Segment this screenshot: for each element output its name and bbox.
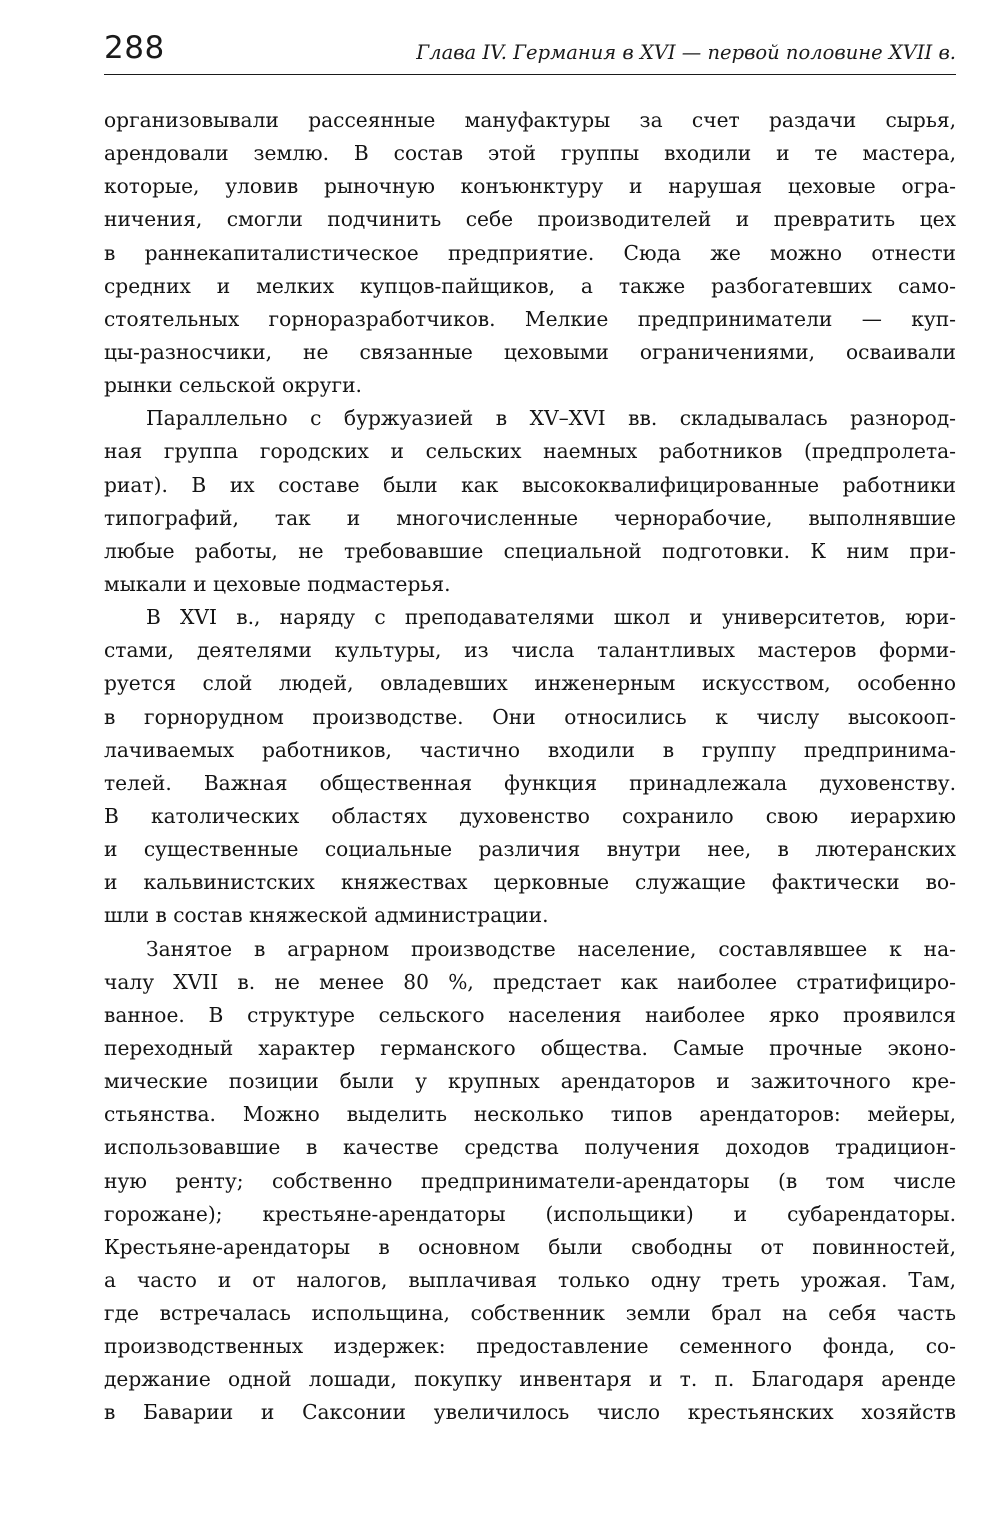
text-line: Занятое в аграрном производстве население, составлявшее к на- [146, 936, 956, 961]
text-line: организовывали рассеянные мануфактуры за счет раздачи сырья, [104, 108, 956, 132]
text-line: цы-разносчики, не связанные цеховыми ограничениями, осваивали [104, 339, 956, 364]
text-line: рынки сельской округи. [104, 373, 362, 398]
text-line: в раннекапиталистическое предприятие. Сюда же можно отнести [104, 240, 956, 265]
text-line: средних и мелких купцов-пайщиков, а также разбогатевших само- [104, 273, 956, 298]
text-line: переходный характер германского общества. Самые прочные эконо- [104, 1035, 956, 1060]
text-line: В католических областях духовенство сохранило свою иерархию [104, 803, 956, 828]
text-line: в горнорудном производстве. Они относились к числу высокооп- [104, 704, 956, 729]
text-line: любые работы, не требовавшие специальной подготовки. К ним при- [104, 538, 956, 563]
text-line: стами, деятелями культуры, из числа талантливых мастеров форми- [104, 638, 956, 663]
page-number: 288 [104, 30, 165, 66]
text-line: производственных издержек: предоставление семенного фонда, со- [104, 1334, 956, 1359]
text-line: арендовали землю. В состав этой группы входили и те мастера, [104, 141, 956, 166]
text-line: Параллельно с буржуазией в XV–XVI вв. складывалась разнород- [146, 406, 956, 431]
text-line: лачиваемых работников, частично входили в группу предпринима- [104, 737, 956, 762]
text-line: В XVI в., наряду с преподавателями школ и университетов, юри- [146, 605, 956, 630]
text-line: Крестьяне-арендаторы в основном были свободны от повинностей, [104, 1234, 956, 1259]
page-header [104, 28, 956, 75]
paragraph [104, 402, 956, 601]
text-line: и кальвинистских княжествах церковные служащие фактически во- [104, 870, 956, 895]
text-line: использовавшие в качестве средства получения доходов традицион- [104, 1135, 956, 1160]
running-head: Глава IV. Германия в XVI — первой половине XVII в. [416, 41, 956, 64]
text-line: ничения, смогли подчинить себе производителей и превратить цех [104, 207, 956, 232]
text-line: телей. Важная общественная функция принадлежала духовенству. [104, 770, 956, 795]
paragraph [104, 104, 956, 402]
text-line: которые, уловив рыночную конъюнктуру и нарушая цеховые огра- [104, 174, 956, 199]
paragraph [104, 933, 956, 1430]
text-line: риат). В их составе были как высококвалифицированные работники [104, 472, 956, 497]
text-line: типографий, так и многочисленные чернорабочие, выполнявшие [104, 505, 956, 530]
text-line: руется слой людей, овладевших инженерным искусством, особенно [104, 671, 956, 696]
text-line: мыкали и цеховые подмастерья. [104, 571, 451, 596]
text-line: чалу XVII в. не менее 80 %, предстает как наиболее стратифициро- [104, 969, 956, 994]
text-line: где встречалась испольщина, собственник земли брал на себя часть [104, 1301, 956, 1326]
text-line: а часто и от налогов, выплачивая только одну треть урожая. Там, [104, 1267, 956, 1292]
text-line: ную ренту; собственно предприниматели-арендаторы (в том числе [104, 1168, 956, 1193]
text-line: шли в состав княжеской администрации. [104, 903, 549, 928]
text-line: ванное. В структуре сельского населения наиболее ярко проявился [104, 1002, 956, 1027]
paragraph [104, 601, 956, 932]
text-line: в Баварии и Саксонии увеличилось число крестьянских хозяйств [104, 1400, 956, 1425]
text-line: ная группа городских и сельских наемных работников (предпролета- [104, 439, 956, 464]
text-line: стьянства. Можно выделить несколько типов арендаторов: мейеры, [104, 1102, 956, 1127]
text-line: мические позиции были у крупных арендаторов и зажиточного кре- [104, 1069, 956, 1094]
text-line: стоятельных горноразработчиков. Мелкие предприниматели — куп- [104, 306, 956, 331]
text-line: горожане); крестьяне-арендаторы (испольщики) и субарендаторы. [104, 1201, 956, 1226]
body-text [104, 104, 956, 1430]
text-line: держание одной лошади, покупку инвентаря и т. п. Благодаря аренде [104, 1367, 956, 1392]
text-line: и существенные социальные различия внутри нее, в лютеранских [104, 837, 956, 862]
